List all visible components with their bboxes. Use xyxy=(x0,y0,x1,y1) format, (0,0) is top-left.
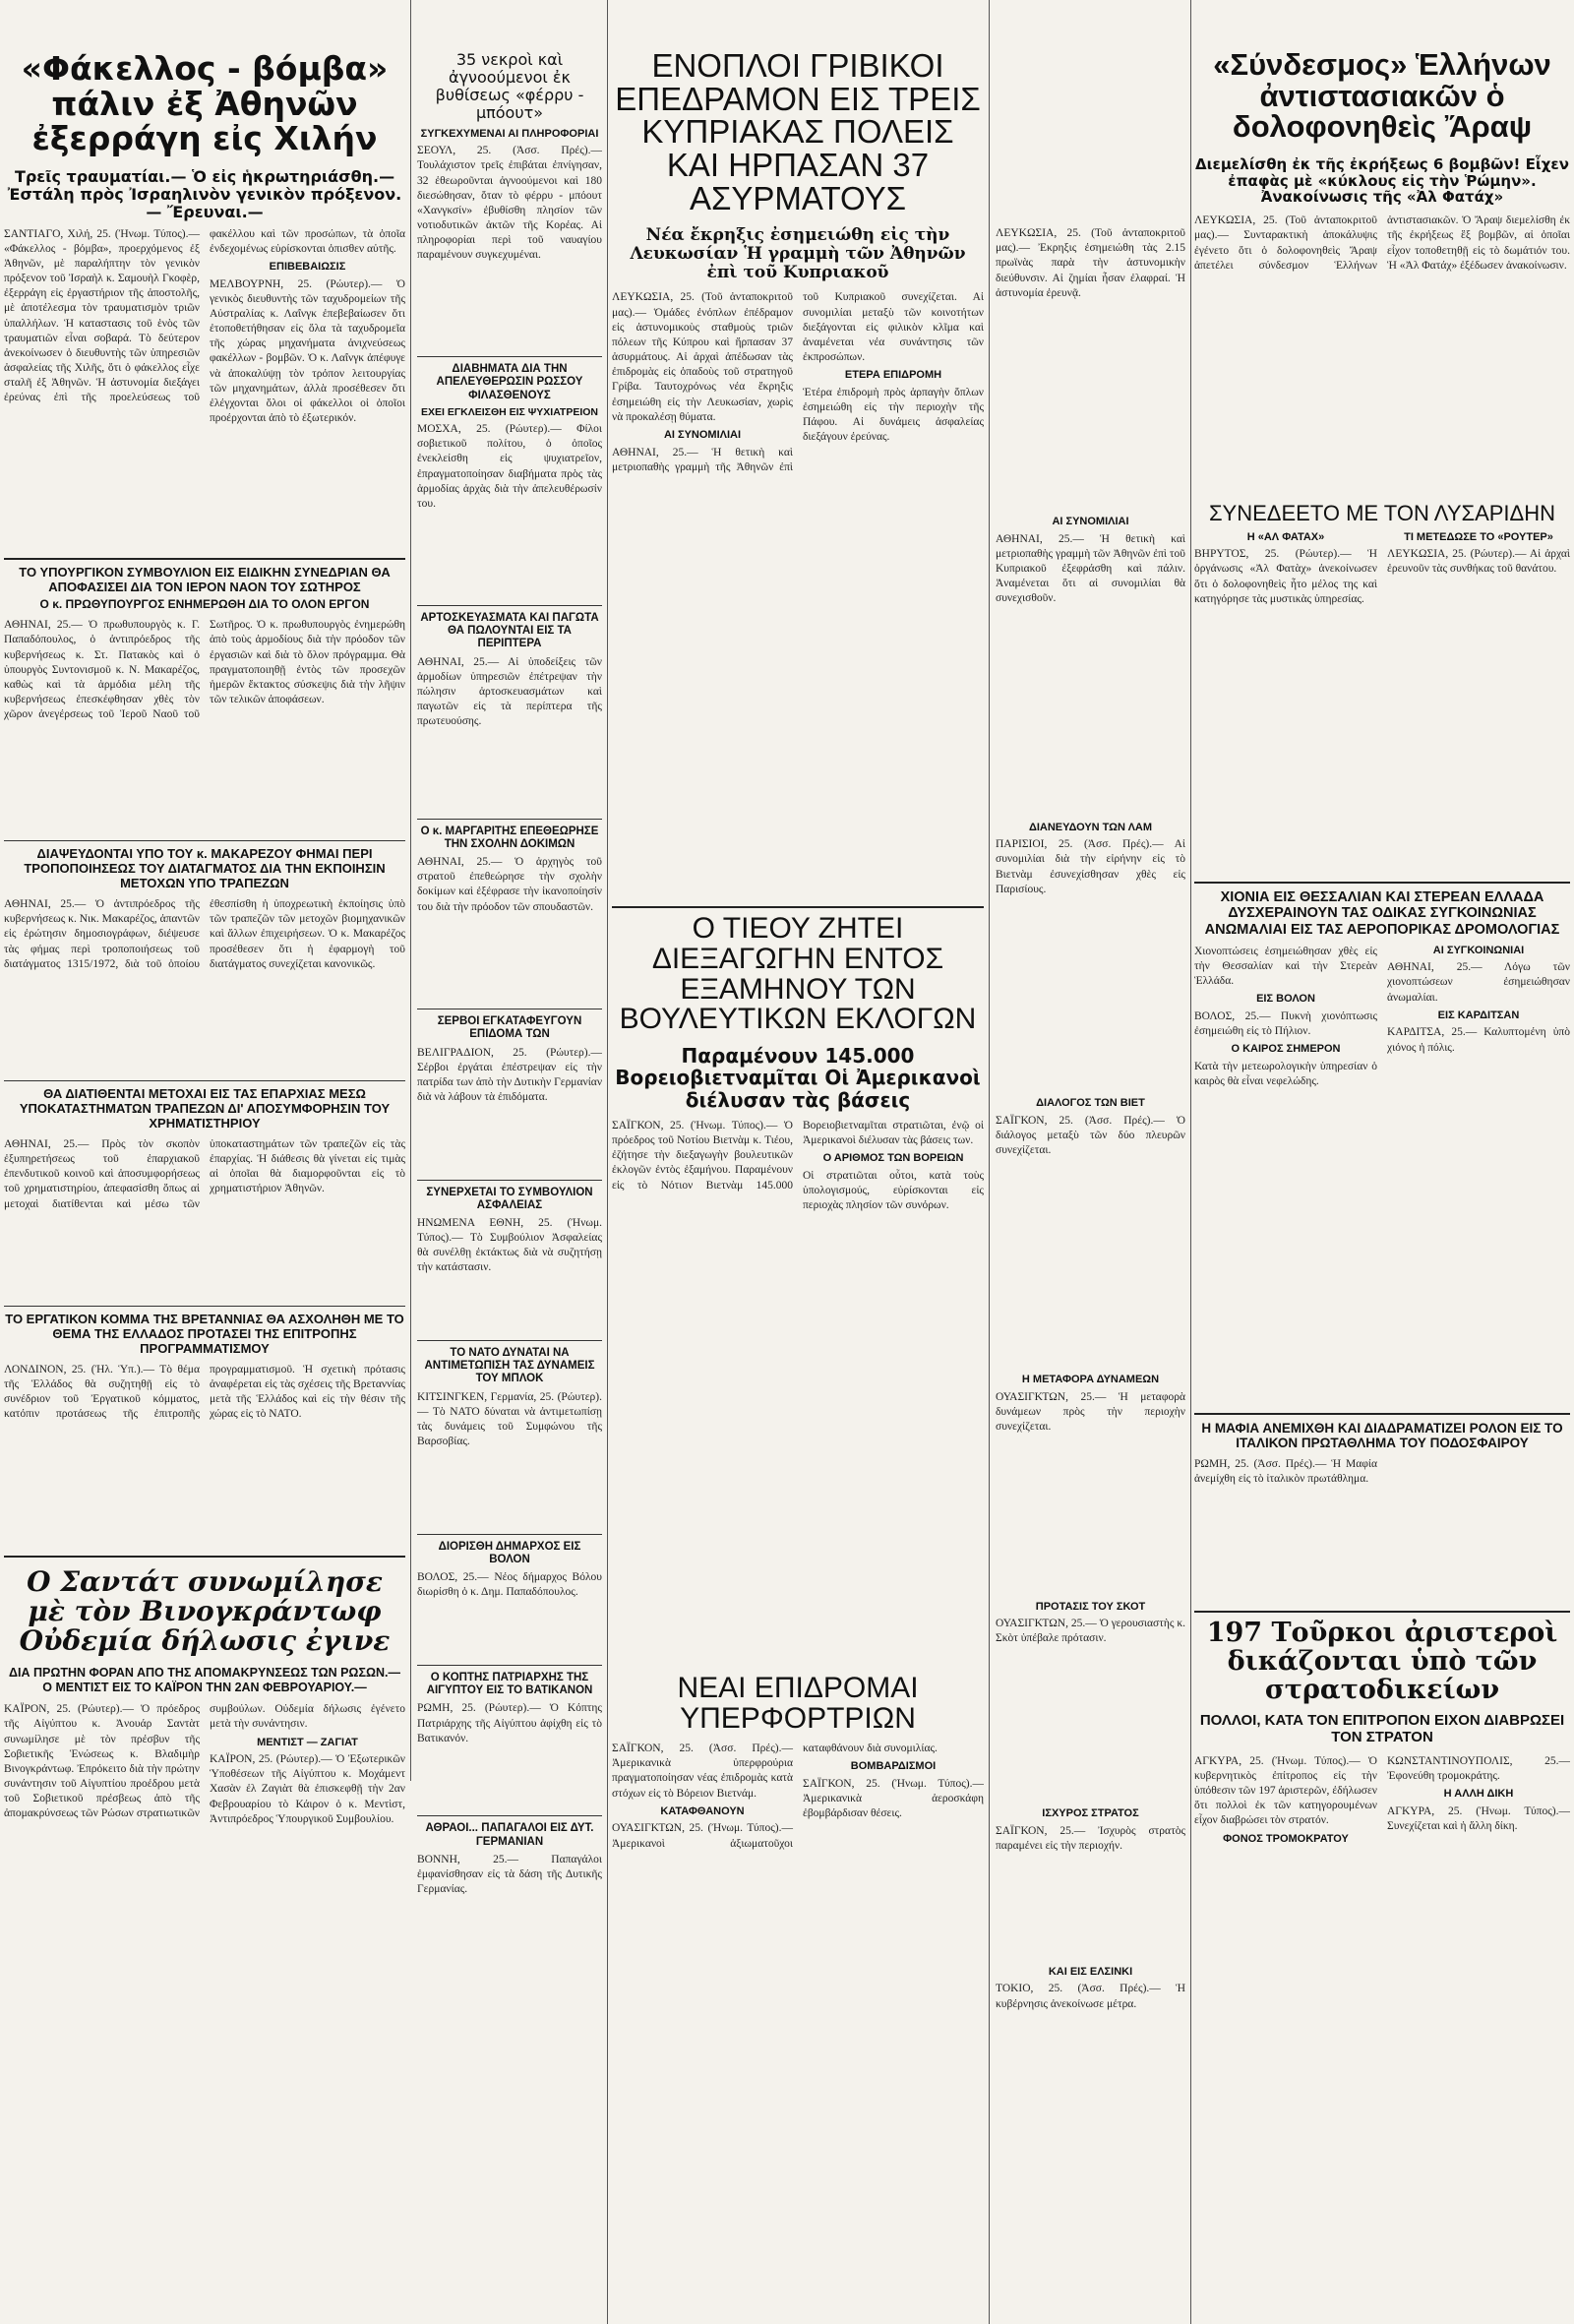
divider xyxy=(4,1080,405,1081)
divider xyxy=(4,840,405,841)
body-sadat: ΚΑΪΡΟΝ, 25. (Ρώυτερ).— Ὁ πρόεδρος τῆς Αἰγύπτου κ. Ἀνουάρ Σαντὰτ συνωμίλησε μὲ τὸν πρέσβυν τῆς Σοβιετικῆς Ἑνώσεως κ. Βλαδιμὴρ Βινογκράντωφ. Ἐπρόκειτο διὰ τὴν πρώτην συνάντησιν τοῦ Αἰγυπτίου προέδρου μετὰ τοῦ Σοβιετικοῦ πρέσβεως ἀπὸ τῆς ἀπομακρύνσεως τῶν Ρώσων στρατιωτικῶν συμβούλων. Οὐδεμία δήλωσις ἐγένετο μετὰ τὴν συνάντησιν. xyxy=(4,1703,405,1820)
sub-confirmation: ΕΠΙΒΕΒΑΙΩΣΙΣ xyxy=(269,260,346,273)
body-kiosks: ΑΘΗΝΑΙ, 25.— Αἱ ὑποδείξεις τῶν ἁρμοδίων ὑπηρεσιῶν ἐπέτρεψαν τὴν πώλησιν ἀρτοσκευασμάτων καὶ παγωτῶν εἰς τὰ περίπτερα τῆς πρωτευούσης. xyxy=(417,655,602,728)
sub-russian: ΕΧΕΙ ΕΓΚΛΕΙΣΘΗ ΕΙΣ ΨΥΧΙΑΤΡΕΙΟΝ xyxy=(421,405,598,418)
body-scott: ΟΥΑΣΙΓΚΤΩΝ, 25.— Ὁ γερουσιαστὴς κ. Σκὸτ ὑπέβαλε πρότασιν. xyxy=(996,1618,1185,1645)
body-shares: ΑΘΗΝΑΙ, 25.— Πρὸς τὸν σκοπὸν ἐξυπηρετήσεως τοῦ ἐπαρχιακοῦ ἐπενδυτικοῦ κοινοῦ καὶ ἀποσυμφορήσεως τοῦ χρηματιστηρίου, ἀπεφασίσθη ὅπως αἱ μετοχαὶ διατίθενται καὶ μέσω τῶν ὑποκαταστημάτων τῶν τραπεζῶν εἰς τὰς ἐπαρχίας. Ἡ διάθεσις θὰ γίνεται εἰς τιμὰς αἱ ὁποῖαι θὰ διαμορφοῦνται εἰς τὸ χρηματιστήριον Ἀθηνῶν. xyxy=(4,1137,405,1210)
body-other-raid: Ἑτέρα ἐπιδρομὴ πρὸς ἁρπαγὴν ὅπλων ἐσημειώθη εἰς τὴν περιοχὴν τῆς Πάφου. Αἱ δυνάμεις ἀσφαλείας διεξάγουν ἐρεύνας. xyxy=(803,386,984,444)
body-nicosia: ΛΕΥΚΩΣΙΑ, 25. (Τοῦ ἀνταποκριτοῦ μας).— Ἐκρηξις ἐσημειώθη τὰς 2.15 πρωϊνὰς παρὰ τὴν ἀστυνομικὴν διεύθυνσιν. Αἱ ζημίαι ἦσαν ἐλαφραί. Ἡ ἀστυνομία ἐρευνᾷ. xyxy=(996,227,1185,299)
sub-lam: ΔΙΑΝΕΥΔΟΥΝ ΤΩΝ ΛΑΜ xyxy=(1028,821,1153,833)
article-makarezos xyxy=(4,897,405,1074)
body-dialogue: ΣΑΪΓΚΟΝ, 25. (Ἀσσ. Πρές).— Ὁ διάλογος μεταξὺ τῶν δύο πλευρῶν συνεχίζεται. xyxy=(996,1114,1185,1157)
body-transfer: ΟΥΑΣΙΓΚΤΩΝ, 25.— Ἡ μεταφορὰ δυνάμεων πρὸς τὴν περιοχὴν συνεχίζεται. xyxy=(996,1390,1185,1433)
body-arriving: ΟΥΑΣΙΓΚΤΩΝ, 25. (Ἠνωμ. Τύπος).— Ἀμερικανοὶ ἀξιωματοῦχοι καταφθάνουν διὰ συνομιλίας. xyxy=(612,1743,938,1850)
body-bombings: ΣΑΪΓΚΟΝ, 25. (Ἠνωμ. Τύπος).— Ἀμερικανικὰ ἀεροσκάφη ἐβομβάρδισαν θέσεις. xyxy=(803,1777,984,1820)
sub-other-trial: Η ΑΛΛΗ ΔΙΚΗ xyxy=(1443,1788,1514,1801)
divider xyxy=(417,1340,602,1341)
divider xyxy=(1194,1413,1570,1415)
headline-shares: ΘΑ ΔΙΑΤΙΘΕΝΤΑΙ ΜΕΤΟΧΑΙ ΕΙΣ ΤΑΣ ΕΠΑΡΧΙΑΣ ΜΕΣΩ ΥΠΟΚΑΤΑΣΤΗΜΑΤΩΝ ΤΡΑΠΕΖΩΝ ΔΙ' ΑΠΟΣΥΜΦΟΡΗΣΙΝ ΤΟΥ ΧΡΗΜΑΤΙΣΤΗΡΙΟΥ xyxy=(19,1086,391,1131)
divider xyxy=(417,1180,602,1181)
deck-thieu: Παραμένουν 145.000 Βορειοβιετναμῖται Οἱ Ἀμερικανοὶ διέλυσαν τὰς βάσεις xyxy=(615,1043,981,1112)
sub-terrorist: ΦΟΝΟΣ ΤΡΟΜΟΚΡΑΤΟΥ xyxy=(1223,1832,1349,1845)
body-security-council: ΗΝΩΜΕΝΑ ΕΘΝΗ, 25. (Ἠνωμ. Τύπος).— Τὸ Συμβούλιον Ἀσφαλείας θὰ συνέλθῃ ἐκτάκτως διὰ νὰ συζητήσῃ τὴν κατάστασιν. xyxy=(417,1216,602,1274)
sub-grivas-talks: ΑΙ ΣΥΝΟΜΙΛΙΑΙ xyxy=(663,428,742,441)
body-north-number: Οἱ στρατιῶται οὗτοι, κατὰ τοὺς ὑπολογισμούς, εὑρίσκονται εἰς περιοχὰς πλησίον τῶν συνόρων. xyxy=(803,1169,984,1212)
divider xyxy=(1194,1611,1570,1613)
headline-arab: «Σύνδεσμος» Ἑλλήνων ἀντιστασιακῶν ὁ δολοφονηθεὶς Ἄραψ xyxy=(1213,47,1551,145)
body-grivas: ΛΕΥΚΩΣΙΑ, 25. (Τοῦ ἀνταποκριτοῦ μας).— Ὁμάδες ἐνόπλων ἐπέδραμον εἰς ἀστυνομικοὺς σταθμοὺς τριῶν πόλεων τῆς Κύπρου καὶ ἥρπασαν 37 ἀσυρμάτους. Αἱ ἀρχαὶ ἀπέδωσαν τὰς ἐπιδρομὰς εἰς ὀπαδοὺς τοῦ στρατηγοῦ Γρίβα. Ταυτοχρόνως νέα ἔκρηξις ἐσημειώθη εἰς τὴν Λευκωσίαν, χωρὶς νὰ προκαλέσῃ θύματα. xyxy=(612,291,793,423)
body-karditsa: ΚΑΡΔΙΤΣΑ, 25.— Καλυπτομένη ὑπὸ χιόνος ἡ πόλις. xyxy=(1387,1026,1570,1054)
body-parrots: ΒΟΝΝΗ, 25.— Παπαγάλοι ἐμφανίσθησαν εἰς τὰ δάση τῆς Δυτικῆς Γερμανίας. xyxy=(417,1853,602,1896)
body-confirmation: ΜΕΛΒΟΥΡΝΗ, 25. (Ρώυτερ).— Ὁ γενικὸς διευθυντὴς τῶν ταχυδρομείων τῆς Αὐστραλίας κ. Λαΐνγκ ἐπεβεβαίωσεν ὅτι ἐτοποθετήθησαν εἰς ὅλα τὰ ταχυδρομεῖα τῆς χώρας μηχανήματα ἀνιχνεύσεως φακέλλων - βομβῶν. Ὁ κ. Λαΐνγκ ἀπέφυγε νὰ ἀποκαλύψῃ τὸν τρόπον λειτουργίας τῶν μηχανημάτων, ἀλλὰ προσέθεσεν ὅτι ἐλέγχονται ὅλοι οἱ φάκελλοι οἱ ὁποῖοι προέρχονται ἀπὸ τὸ ἐξωτερικόν. xyxy=(210,277,405,425)
sub-scott: ΠΡΟΤΑΣΙΣ ΤΟΥ ΣΚΟΤ xyxy=(1035,1600,1146,1613)
article-arab xyxy=(1194,214,1570,499)
divider xyxy=(612,906,984,908)
headline-mafia: Η ΜΑΦΙΑ ΑΝΕΜΙΧΘΗ ΚΑΙ ΔΙΑΔΡΑΜΑΤΙΖΕΙ ΡΟΛΟΝ ΕΙΣ ΤΟ ΙΤΑΛΙΚΟΝ ΠΡΩΤΑΘΛΗΜΑ ΤΟΥ ΠΟΔΟΣΦΑΙΡΟΥ xyxy=(1201,1420,1563,1451)
body-mafia: ΡΩΜΗ, 25. (Ἀσσ. Πρές).— Ἡ Μαφία ἀνεμίχθη εἰς τὸ ἰταλικὸν πρωτάθλημα. xyxy=(1194,1457,1377,1485)
body-mayor: ΒΟΛΟΣ, 25.— Νέος δήμαρχος Βόλου διωρίσθη ὁ κ. Δημ. Παπαδόπουλος. xyxy=(417,1571,602,1599)
body-talks: ΑΘΗΝΑΙ, 25.— Ἡ θετικὴ καὶ μετριοπαθὴς γραμμὴ τῶν Ἀθηνῶν ἐπὶ τοῦ Κυπριακοῦ ἐξεφράσθη καὶ πάλιν. Ἀναμένεται ὅτι αἱ συνομιλίαι θὰ συνεχισθοῦν. xyxy=(996,532,1185,605)
body-arab: ΛΕΥΚΩΣΙΑ, 25. (Τοῦ ἀνταποκριτοῦ μας).— Συνταρακτικὴ ἀποκάλυψις ἐγένετο ὅτι ὁ δολοφονηθεὶς Ἄραψ ἀπετέλει σύνδεσμον Ἑλλήνων ἀντιστασιακῶν. Ὁ Ἄραψ διεμελίσθη ἐκ τῆς ἐκρήξεως ἓξ βομβῶν, αἱ ὁποῖαι εἶχον τοποθετηθῇ εἰς τὸ δωμάτιόν του. Ἡ «Ἀλ Φατάχ» ἐξέδωσεν ἀνακοίνωσιν. xyxy=(1194,214,1570,272)
body-nato: ΚΙΤΣΙΝΓΚΕΝ, Γερμανία, 25. (Ρώυτερ).— Τὸ ΝΑΤΟ δύναται νὰ ἀντιμετωπίσῃ τὰς δυνάμεις τοῦ Συμφώνου τῆς Βαρσοβίας. xyxy=(417,1390,602,1448)
body-snow: Χιονοπτώσεις ἐσημειώθησαν χθὲς εἰς τὴν Θεσσαλίαν καὶ τὴν Στερεὰν Ἑλλάδα. xyxy=(1194,945,1377,988)
article-labour xyxy=(4,1363,405,1550)
headline-margaritis: Ο κ. ΜΑΡΓΑΡΙΤΗΣ ΕΠΕΘΕΩΡΗΣΕ ΤΗΝ ΣΧΟΛΗΝ ΔΟΚΙΜΩΝ xyxy=(420,825,599,850)
headline-ferry: 35 νεκροὶ καὶ ἀγνοούμενοι ἐκ βυθίσεως «φέρρυ - μπόουτ» xyxy=(435,50,584,122)
sub-helsinki: ΚΑΙ ΕΙΣ ΕΛΣΙΝΚΙ xyxy=(1048,1965,1133,1978)
headline-b52: ΝΕΑΙ ΕΠΙΔΡΟΜΑΙ ΥΠΕΡΦΟΡΤΡΙΩΝ xyxy=(677,1671,919,1735)
body-ferry: ΣΕΟΥΛ, 25. (Ἀσσ. Πρές).— Τουλάχιστον τρεῖς ἐπιβάται ἐπνίγησαν, 32 ἐθεωροῦνται ἀγνοούμενοι καὶ 180 διεσώθησαν, ὅταν τὸ φέρρυ - μπόουτ «Χανγκσίν» ἐβυθίσθη πλησίον τῶν νοτιοδυτικῶν ἀκτῶν τῆς Κορέας. Αἱ πληροφορίαι περὶ τοῦ ναυαγίου παραμένουν συγκεχυμέναι. xyxy=(417,145,602,262)
sub-volos: ΕΙΣ ΒΟΛΟΝ xyxy=(1256,993,1315,1006)
divider xyxy=(1194,882,1570,884)
body-makarezos: ΑΘΗΝΑΙ, 25.— Ὁ ἀντιπρόεδρος τῆς κυβερνήσεως κ. Νικ. Μακαρέζος, ἀπαντῶν εἰς ἐρώτησιν δημοσιογράφων, διέψευσε τὰς φήμας περὶ τροποποιήσεως τοῦ διατάγματος 1315/1972, διὰ τοῦ ὁποίου ἐθεσπίσθη ἡ ὑποχρεωτικὴ ἐκποίησις ὑπὸ τῶν τραπεζῶν τῶν μετοχῶν βιομηχανικῶν καὶ ἄλλων ἐπιχειρήσεων. Ὁ κ. Μακαρέζος προσέθεσεν ὅτι ἡ ἐφαρμογὴ τοῦ διατάγματος συνεχίζεται κανονικῶς. xyxy=(4,898,405,970)
sub-talks: ΑΙ ΣΥΝΟΜΙΛΙΑΙ xyxy=(1052,516,1129,527)
headline-thieu: Ο ΤΙΕΟΥ ΖΗΤΕΙ ΔΙΕΞΑΓΩΓΗΝ ΕΝΤΟΣ ΕΞΑΜΗΝΟΥ ΤΩΝ ΒΟΥΛΕΥΤΙΚΩΝ ΕΚΛΟΓΩΝ xyxy=(619,912,977,1036)
sub-mentist: ΜΕΝΤΙΣΤ — ΖΑΓΙΑΤ xyxy=(257,1736,358,1748)
body-lam: ΠΑΡΙΣΙΟΙ, 25. (Ἀσσ. Πρές).— Αἱ συνομιλίαι διὰ τὴν εἰρήνην εἰς τὸ Βιετνὰμ ἐσυνεχίσθησαν χθὲς εἰς Παρισίους. xyxy=(996,838,1185,895)
headline-kiosks: ΑΡΤΟΣΚΕΥΑΣΜΑΤΑ ΚΑΙ ΠΑΓΩΤΑ ΘΑ ΠΩΛΟΥΝΤΑΙ ΕΙΣ ΤΑ ΠΕΡΙΠΤΕΡΑ xyxy=(420,611,599,650)
divider xyxy=(4,1556,405,1558)
body-russian: ΜΟΣΧΑ, 25. (Ρώυτερ).— Φίλοι σοβιετικοῦ πολίτου, ὁ ὁποῖος ἐνεκλείσθη εἰς ψυχιατρεῖον, ἐπραγματοποίησαν διαβήματα πρὸς τὰς ἁρμοδίας ἀρχὰς διὰ τὴν ἀπελευθέρωσίν του. xyxy=(417,422,602,510)
headline-russian: ΔΙΑΒΗΜΑΤΑ ΔΙΑ ΤΗΝ ΑΠΕΛΕΥΘΕΡΩΣΙΝ ΡΩΣΣΟΥ ΦΙΛΑΣΘΕΝΟΥΣ xyxy=(436,363,583,401)
deck-arab: Διεμελίσθη ἐκ τῆς ἐκρήξεως 6 βομβῶν! Εἶχεν ἐπαφὰς μὲ «κύκλους εἰς τὴν Ῥώμην». Ἀνακοίνωσις τῆς «Ἀλ Φατάχ» xyxy=(1195,154,1569,207)
column-middle-left xyxy=(417,0,602,2324)
headline-letter-bomb: «Φάκελλος - βόμβα» πάλιν ἐξ Ἀθηνῶν ἐξερράγη εἰς Χιλήν xyxy=(21,49,389,158)
body-grivas-talks: ΑΘΗΝΑΙ, 25.— Ἡ θετικὴ καὶ μετριοπαθὴς γραμμὴ τῆς Ἀθηνῶν ἐπὶ τοῦ Κυπριακοῦ συνεχίζεται. Αἱ συνομιλίαι μεταξὺ τῶν κοινοτήτων διεξάγονται εἰς φιλικὸν κλῖμα καὶ ἀναμένεται νέα συνάντησις τῶν ἐκπροσώπων. xyxy=(612,291,984,473)
body-other-trial: ΑΓΚΥΡΑ, 25. (Ἠνωμ. Τύπος).— Συνεχίζεται καὶ ἡ ἄλλη δίκη. xyxy=(1387,1804,1570,1832)
sub-transfer: Η ΜΕΤΑΦΟΡΑ ΔΥΝΑΜΕΩΝ xyxy=(1021,1373,1160,1385)
article-sadat xyxy=(4,1702,405,1997)
body-volos: ΒΟΛΟΣ, 25.— Πυκνὴ χιονόπτωσις ἐσημειώθη εἰς τὸ Πήλιον. xyxy=(1194,1009,1377,1037)
headline-cabinet: ΤΟ ΥΠΟΥΡΓΙΚΟΝ ΣΥΜΒΟΥΛΙΟΝ ΕΙΣ ΕΙΔΙΚΗΝ ΣΥΝΕΔΡΙΑΝ ΘΑ ΑΠΟΦΑΣΙΣΕΙ ΔΙΑ ΤΟΝ ΙΕΡΟΝ ΝΑΟΝ ΤΟΥ ΣΩΤΗΡΟΣ xyxy=(19,564,391,594)
body-serbs: ΒΕΛΙΓΡΑΔΙΟΝ, 25. (Ρώυτερ).— Σέρβοι ἐργάται ἐπέστρεψαν εἰς τὴν πατρίδα των ἀπὸ τὴν Δυτικὴν Γερμανίαν διὰ νὰ λάβουν τὰ ἐπιδόματα. xyxy=(417,1046,602,1104)
column-rule-1 xyxy=(410,0,411,1781)
body-helsinki: ΤΟΚΙΟ, 25. (Ἀσσ. Πρές).— Ἡ κυβέρνησις ἀνεκοίνωσε μέτρα. xyxy=(996,1983,1185,2010)
body-coptic: ΡΩΜΗ, 25. (Ρώυτερ).— Ὁ Κόπτης Πατριάρχης τῆς Αἰγύπτου ἀφίχθη εἰς τὸ Βατικανόν. xyxy=(417,1702,602,1744)
divider xyxy=(417,1534,602,1535)
deck-grivas: Νέα ἔκρηξις ἐσημειώθη εἰς τὴν Λευκωσίαν Ἡ γραμμὴ τῶν Ἀθηνῶν ἐπὶ τοῦ Κυπριακοῦ xyxy=(630,225,966,283)
body-terrorist: ΚΩΝΣΤΑΝΤΙΝΟΥΠΟΛΙΣ, 25.— Ἐφονεύθη τρομοκράτης. xyxy=(1387,1754,1570,1782)
body-labour: ΛΟΝΔΙΝΟΝ, 25. (Ἠλ. Ὑπ.).— Τὸ θέμα τῆς Ἑλλάδος θὰ συζητηθῇ εἰς τὸ συνέδριον τοῦ Ἐργατικοῦ κόμματος, κατόπιν προτάσεως τῆς ἐπιτροπῆς προγραμματισμοῦ. Ἡ σχετικὴ πρότασις ἀναφέρεται εἰς τὰς σχέσεις τῆς Βρεταννίας μετὰ τῆς Ἑλλάδος καὶ εἰς τὴν θέσιν τῆς χώρας εἰς τὸ ΝΑΤΟ. xyxy=(4,1363,405,1421)
body-transport: ΑΘΗΝΑΙ, 25.— Λόγω τῶν χιονοπτώσεων ἐσημειώθησαν ἀνωμαλίαι. xyxy=(1387,961,1570,1004)
headline-snow: ΧΙΟΝΙΑ ΕΙΣ ΘΕΣΣΑΛΙΑΝ ΚΑΙ ΣΤΕΡΕΑΝ ΕΛΛΑΔΑ ΔΥΣΧΕΡΑΙΝΟΥΝ ΤΑΣ ΟΔΙΚΑΣ ΣΥΓΚΟΙΝΩΝΙΑΣ ΑΝΩΜΑΛΙΑΙ ΕΙΣ ΤΑΣ ΑΕΡΟΠΟΡΙΚΑΣ ΔΡΟΜΟΛΟΓΙΑΣ xyxy=(1204,888,1560,938)
headline-lysaridis: ΣΥΝΕΔΕΕΤΟ ΜΕ ΤΟΝ ΛΥΣΑΡΙΔΗΝ xyxy=(1208,501,1556,526)
body-letter-bomb: ΣΑΝΤΙΑΓΟ, Χιλή, 25. (Ἠνωμ. Τύπος).— «Φάκελλος - βόμβα», προερχόμενος ἐξ Ἀθηνῶν, μὲ παραλήπτην τὸν γενικὸν πρόξενον τοῦ Ἰσραὴλ κ. Σαμουὴλ Γκοφὲρ, ἐξερράγη εἰς ἐργαστήριον τῆς ἀποστολῆς, μὲ ἀποτέλεσμα τὸν τραυματισμὸν τριῶν ὑπαλλήλων. Ἡ καταστασις τοῦ ἑνὸς τῶν τραυματιῶν εἶναι σοβαρά. Τὸ δεύτερον ἀνεκοίνωσεν ὁ διευθυντὴς τῶν ὑπηρεσιῶν ἀσφαλείας τῆς Χιλῆς, ὅτι ὁ φάκελλος εἶχε σταλῆ ἐξ Ἀθηνῶν. Ἡ ἀστυνομία διεξάγει ἐρεύνας ἐπὶ τῆς προελεύσεως τοῦ φακέλλου καὶ τῶν προσώπων, τὰ ὁποῖα ἐνδεχομένως εὑρίσκονται ὀπισθεν αὐτῆς. xyxy=(4,227,405,404)
headline-grivas: ΕΝΟΠΛΟΙ ΓΡΙΒΙΚΟΙ ΕΠΕΔΡΑΜΟΝ ΕΙΣ ΤΡΕΙΣ ΚΥΠΡΙΑΚΑΣ ΠΟΛΕΙΣ ΚΑΙ ΗΡΠΑΣΑΝ 37 ΑΣΥΡΜΑΤΟΥΣ xyxy=(615,47,981,216)
deck-sadat: ΔΙΑ ΠΡΩΤΗΝ ΦΟΡΑΝ ΑΠΟ ΤΗΣ ΑΠΟΜΑΚΡΥΝΣΕΩΣ ΤΩΝ ΡΩΣΩΝ.— Ο ΜΕΝΤΙΣΤ ΕΙΣ ΤΟ ΚΑΪΡΟΝ ΤΗΝ 2ΑΝ ΦΕΒΡΟΥΑΡΙΟΥ.— xyxy=(9,1666,400,1694)
article-snow xyxy=(1194,945,1570,1407)
sub-reuters: ΤΙ ΜΕΤΕΔΩΣΕ ΤΟ «ΡΟΥΤΕΡ» xyxy=(1404,530,1553,543)
sub-al-fatah: Η «ΑΛ ΦΑΤΑΧ» xyxy=(1246,530,1325,543)
column-middle-right xyxy=(996,0,1185,2324)
sub-dialogue: ΔΙΑΛΟΓΟΣ ΤΩΝ ΒΙΕΤ xyxy=(1036,1097,1145,1110)
sub-karditsa: ΕΙΣ ΚΑΡΔΙΤΣΑΝ xyxy=(1437,1009,1520,1021)
column-rule-3 xyxy=(989,0,990,2324)
sub-army: ΙΣΧΥΡΟΣ ΣΤΡΑΤΟΣ xyxy=(1042,1807,1139,1820)
article-mafia xyxy=(1194,1457,1570,1605)
article-lysaridis xyxy=(1194,531,1570,876)
divider xyxy=(417,356,602,357)
headline-security-council: ΣΥΝΕΡΧΕΤΑΙ ΤΟ ΣΥΜΒΟΥΛΙΟΝ ΑΣΦΑΛΕΙΑΣ xyxy=(426,1186,593,1211)
article-turks xyxy=(1194,1754,1570,2079)
sub-other-raid: ΕΤΕΡΑ ΕΠΙΔΡΟΜΗ xyxy=(844,369,942,382)
divider xyxy=(417,1665,602,1666)
column-right xyxy=(1194,0,1570,2324)
body-weather: Κατὰ τὴν μετεωρολογικὴν ὑπηρεσίαν ὁ καιρὸς θὰ εἶναι νεφελώδης. xyxy=(1194,1060,1377,1087)
headline-makarezos: ΔΙΑΨΕΥΔΟΝΤΑΙ ΥΠΟ ΤΟΥ κ. ΜΑΚΑΡΕΖΟΥ ΦΗΜΑΙ ΠΕΡΙ ΤΡΟΠΟΠΟΙΗΣΕΩΣ ΤΟΥ ΔΙΑΤΑΓΜΑΤΟΣ ΔΙΑ ΤΗΝ ΕΚΠΟΙΗΣΙΝ ΜΕΤΟΧΩΝ ΥΠΟ ΤΡΑΠΕΖΩΝ xyxy=(24,846,386,891)
body-army: ΣΑΪΓΚΟΝ, 25.— Ἰσχυρὸς στρατὸς παραμένει εἰς τὴν περιοχήν. xyxy=(996,1824,1185,1853)
column-rule-2 xyxy=(607,0,608,2324)
sub-arriving: ΚΑΤΑΦΘΑΝΟΥΝ xyxy=(660,1804,745,1817)
divider xyxy=(417,605,602,606)
body-cabinet: ΑΘΗΝΑΙ, 25.— Ὁ πρωθυπουργὸς κ. Γ. Παπαδόπουλος, ὁ ἀντιπρόεδρος τῆς κυβερνήσεως κ. Στ. Πατακὸς καὶ ὁ ὑπουργὸς Συντονισμοῦ κ. Ν. Μακαρέζος, καθὼς καὶ τὰ ἁρμόδια μέλη τῆς κυβερνήσεως ἐπεσκέφθησαν χθὲς τὸν χῶρον ἀνεγέρσεως τοῦ Ἱεροῦ Ναοῦ τοῦ Σωτῆρος. Ὁ κ. πρωθυπουργὸς ἐνημερώθη ἀπὸ τοὺς ἁρμοδίους διὰ τὴν πρόοδον τῶν ἐργασιῶν καὶ διὰ τὸ ὅλον πρόγραμμα. Θὰ πραγματοποιηθῇ ἐντὸς τῶν προσεχῶν ἡμερῶν ἔκτακτος σύσκεψις διὰ τὴν λῆψιν τῶν τελικῶν ἀποφάσεων. xyxy=(4,619,405,721)
headline-serbs: ΣΕΡΒΟΙ ΕΓΚΑΤΑΦΕΥΓΟΥΝ ΕΠΙΔΟΜΑ ΤΩΝ xyxy=(437,1015,582,1041)
column-left xyxy=(4,0,405,2324)
divider xyxy=(417,1815,602,1816)
body-b52: ΣΑΪΓΚΟΝ, 25. (Ἀσσ. Πρές).— Ἀμερικανικὰ ὑπερφρούρια πραγματοποίησαν νέας ἐπιδρομὰς κατὰ στόχων εἰς τὸ Βόρειον Βιετνάμ. xyxy=(612,1743,793,1800)
body-reuters: ΛΕΥΚΩΣΙΑ, 25. (Ρώυτερ).— Αἱ ἀρχαὶ ἐρευνοῦν τὰς συνθήκας τοῦ θανάτου. xyxy=(1387,548,1570,576)
body-mentist: ΚΑΪΡΟΝ, 25. (Ρώυτερ).— Ὁ Ἐξωτερικῶν Ὑποθέσεων τῆς Αἰγύπτου κ. Μοχάμεντ Χασὰν ἐλ Ζαγιὰτ θὰ ἐπισκεφθῇ τὴν 2αν Φεβρουαρίου τὸ Κάιρον ὁ κ. Μεντὶστ, Ἀντιπρόεδρος Ὑπουργικοῦ Συμβουλίου. xyxy=(210,1753,405,1825)
column-center xyxy=(612,0,984,2324)
article-b52 xyxy=(612,1742,984,2293)
sub-ferry: ΣΥΓΚΕΧΥΜΕΝΑΙ ΑΙ ΠΛΗΡΟΦΟΡΙΑΙ xyxy=(420,127,599,140)
headline-coptic: Ο ΚΟΠΤΗΣ ΠΑΤΡΙΑΡΧΗΣ ΤΗΣ ΑΙΓΥΠΤΟΥ ΕΙΣ ΤΟ ΒΑΤΙΚΑΝΟΝ xyxy=(426,1672,593,1697)
article-cabinet xyxy=(4,618,405,834)
article-thieu xyxy=(612,1119,984,1670)
headline-nato: ΤΟ ΝΑΤΟ ΔΥΝΑΤΑΙ ΝΑ ΑΝΤΙΜΕΤΩΠΙΣΗ ΤΑΣ ΔΥΝΑΜΕΙΣ ΤΟΥ ΜΠΛΟΚ xyxy=(424,1346,595,1385)
headline-labour: ΤΟ ΕΡΓΑΤΙΚΟΝ ΚΟΜΜΑ ΤΗΣ ΒΡΕΤΑΝΝΙΑΣ ΘΑ ΑΣΧΟΛΗΘΗ ΜΕ ΤΟ ΘΕΜΑ ΤΗΣ ΕΛΛΑΔΟΣ ΠΡΟΤΑΣΕΙ ΤΗΣ ΕΠΙΤΡΟΠΗΣ ΠΡΟΓΡΑΜΜΑΤΙΣΜΟΥ xyxy=(5,1311,404,1356)
deck-turks: ΠΟΛΛΟΙ, ΚΑΤΑ ΤΟΝ ΕΠΙΤΡΟΠΟΝ ΕΙΧΟΝ ΔΙΑΒΡΩΣΕΙ ΤΟΝ ΣΤΡΑΤΟΝ xyxy=(1199,1712,1565,1746)
article-grivas xyxy=(612,290,984,900)
article-letter-bomb xyxy=(4,227,405,552)
headline-mayor: ΔΙΟΡΙΣΘΗ ΔΗΜΑΡΧΟΣ ΕΙΣ ΒΟΛΟΝ xyxy=(438,1540,581,1565)
deck-letter-bomb: Τρεῖς τραυματίαι.— Ὁ εἰς ἡκρωτηριάσθη.— Ἐστάλη πρὸς Ἰσραηλινὸν γενικὸν πρόξενον.— Ἔρευναι.— xyxy=(7,166,402,221)
deck-cabinet: Ο κ. ΠΡΩΘΥΠΟΥΡΓΟΣ ΕΝΗΜΕΡΩΘΗ ΔΙΑ ΤΟ ΟΛΟΝ ΕΡΓΟΝ xyxy=(39,597,370,612)
divider xyxy=(417,819,602,820)
article-shares xyxy=(4,1137,405,1300)
headline-sadat: Ο Σαντάτ συνωμίλησε μὲ τὸν Βινογκράντωφ Οὐδεμία δήλωσις ἐγινε xyxy=(19,1564,391,1658)
sub-transport: ΑΙ ΣΥΓΚΟΙΝΩΝΙΑΙ xyxy=(1432,944,1525,956)
sub-weather: Ο ΚΑΙΡΟΣ ΣΗΜΕΡΟΝ xyxy=(1231,1043,1341,1056)
body-thieu: ΣΑΪΓΚΟΝ, 25. (Ἠνωμ. Τύπος).— Ὁ πρόεδρος τοῦ Νοτίου Βιετνὰμ κ. Τιέου, ἐζήτησε τὴν διεξαγωγὴν βουλευτικῶν ἐκλογῶν ἐντὸς ἑξαμήνου. Παραμένουν εἰς τὸ Νότιον Βιετνὰμ 145.000 Βορειοβιετναμῖται στρατιῶται, ἐνῷ οἱ Ἀμερικανοὶ διέλυσαν τὰς βάσεις των. xyxy=(612,1119,984,1192)
divider xyxy=(4,558,405,560)
sub-bombings: ΒΟΜΒΑΡΔΙΣΜΟΙ xyxy=(850,1760,937,1773)
headline-parrots: ΑΘΡΑΟΙ... ΠΑΠΑΓΑΛΟΙ ΕΙΣ ΔΥΤ. ΓΕΡΜΑΝΙΑΝ xyxy=(425,1822,594,1848)
body-turks: ΑΓΚΥΡΑ, 25. (Ἠνωμ. Τύπος).— Ὁ κυβερνητικὸς ἐπίτροπος εἰς τὴν ὑπόθεσιν τῶν 197 ἀριστερῶν, ἐδήλωσεν ὅτι πολλοὶ ἐκ τῶν κατηγορουμένων εἶχον διαβρώσει τὸν στρατόν. xyxy=(1194,1754,1377,1827)
column-rule-4 xyxy=(1190,0,1191,2324)
divider xyxy=(4,1306,405,1307)
sub-north-number: Ο ΑΡΙΘΜΟΣ ΤΩΝ ΒΟΡΕΙΩΝ xyxy=(822,1152,964,1165)
body-al-fatah: ΒΗΡΥΤΟΣ, 25. (Ρώυτερ).— Ἡ ὀργάνωσις «Ἀλ Φατὰχ» ἀνεκοίνωσεν ὅτι ὁ δολοφονηθεὶς ἦτο μέλος της καὶ κατηγόρησε τὰς μυστικὰς ὑπηρεσίας. xyxy=(1194,548,1377,605)
body-margaritis: ΑΘΗΝΑΙ, 25.— Ὁ ἀρχηγὸς τοῦ στρατοῦ ἐπεθεώρησε τὴν σχολὴν δοκίμων καὶ ἐξέφρασε τὴν ἱκανοποίησίν του διὰ τὴν πρόοδον τῶν σπουδαστῶν. xyxy=(417,856,602,913)
headline-turks: 197 Τοῦρκοι ἀριστεροὶ δικάζονται ὑπὸ τῶν στρατοδικείων xyxy=(1206,1617,1558,1706)
